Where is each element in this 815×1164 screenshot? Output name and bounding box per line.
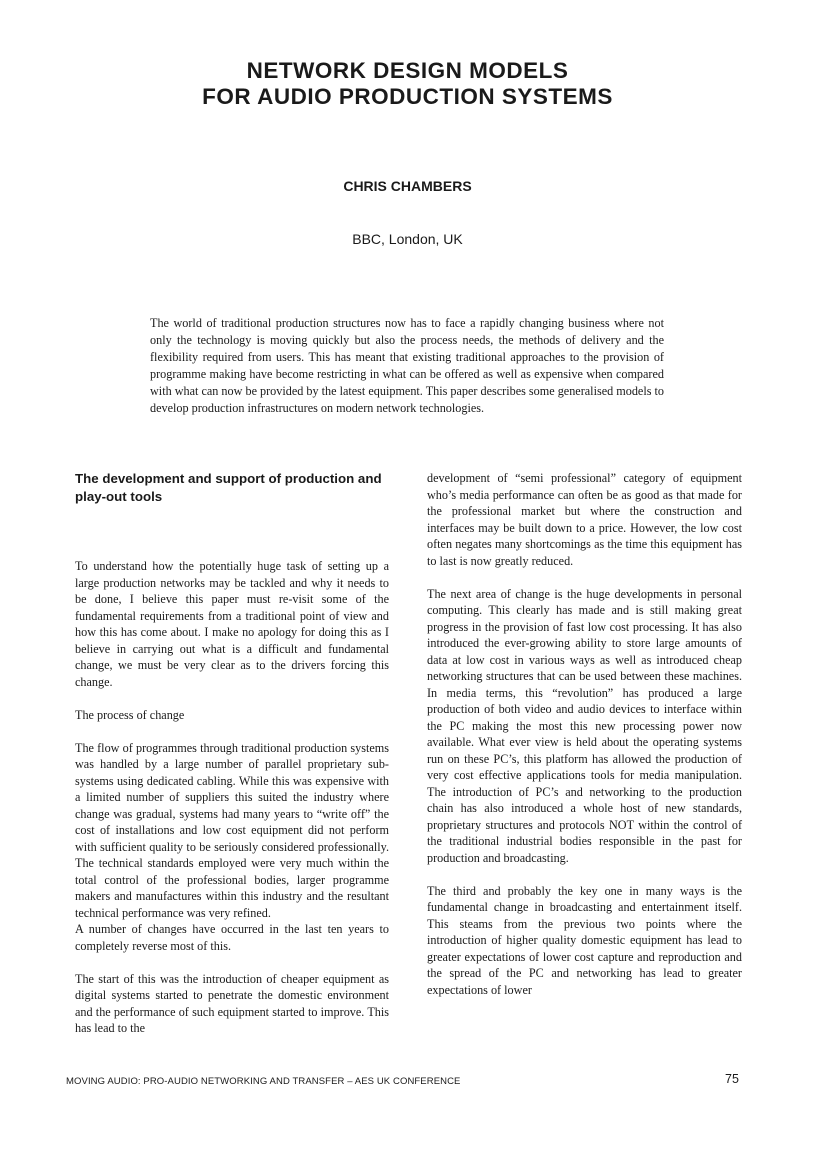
left-column [75, 470, 389, 1037]
paragraph-2: The flow of programmes through traditional production systems was handled by a large number of parallel proprietary sub-systems using dedicated cabling. While this was expensive with a limited number of suppliers this suited the industry where change was gradual, systems had many years to “write off” the cost of installations and low cost equipment did not perform with sufficient quality to be seriously considered professionally. The technical standards employed were very much within the total control of the professional bodies, larger programme makers and manufactures within this industry and the resultant technical performance was very refined. [75, 740, 389, 920]
abstract: The world of traditional production structures now has to face a rapidly changing business where not only the technology is moving quickly but also the process needs, the methods of delivery and the flexibility required from users. This has meant that existing traditional approaches to the provision of programme making have become restricting in what can be offered as well as expensive when compared with what can now be provided by the latest equipment. This paper describes some generalised models to develop production infrastructures on modern network technologies. [150, 316, 664, 415]
author-affiliation: BBC, London, UK [352, 231, 463, 247]
paragraph-6: The third and probably the key one in many ways is the fundamental change in broadcasting and entertainment itself. This steams from the previous two points where the introduction of higher quality domestic equipment has lead to greater expectations of lower cost capture and reproduction and the spread of the PC and networking has lead to greater expectations of lower [427, 883, 742, 997]
paper-title [0, 58, 815, 110]
paragraph-1: To understand how the potentially huge task of setting up a large production networks may be tackled and why it needs to be done, I believe this paper must re-visit some of the fundamental requirements from a traditional point of view and how this has come about. I make no apology for doing this as I believe in carrying out what is a difficult and fundamental change, we must be very clear as to the drivers forcing this change. [75, 559, 389, 689]
right-column [427, 470, 742, 998]
paragraph-4-continued: development of “semi professional” category of equipment who’s media performance can often be as good as that made for the professional market but where the construction and interfaces may be built down to a price. However, the low cost often negates many shortcomings as the time this equipment has to last is now greatly reduced. [427, 471, 742, 568]
subsection-heading: The process of change [75, 707, 185, 722]
paragraph-4: The start of this was the introduction of cheaper equipment as digital systems started to penetrate the domestic environment and the performance of such equipment started to improve. This has lead to the [75, 971, 389, 1035]
paragraph-5: The next area of change is the huge developments in personal computing. This clearly has made and is still making great progress in the provision of fast low cost processing. It has also introduced the ever-growing ability to store large amounts of data at low cost in various ways as well as introduced cheap networking structures that can be used between these machines. In media terms, this “revolution” has produced a large production of both video and audio devices to interface within the PC making the most this new processing power now available. What ever view is held about the operating systems run on these PC’s, this platform has allowed the production of very cost effective applications tools for media manipulation. The introduction of PC’s and networking to the production chain has also introduced a whole host of new standards, proprietary structures and protocols NOT within the control of the traditional industrial bodies responsible in the past for production and broadcasting. [427, 586, 742, 865]
title-line-2: FOR AUDIO PRODUCTION SYSTEMS [202, 84, 613, 109]
page-number: 75 [725, 1072, 739, 1086]
conference-footer: MOVING AUDIO: PRO-AUDIO NETWORKING AND TRANSFER – AES UK CONFERENCE [66, 1076, 461, 1087]
section-heading: The development and support of production and play-out tools [75, 471, 382, 504]
paragraph-3: A number of changes have occurred in the last ten years to completely reverse most of this. [75, 922, 389, 953]
title-line-1: NETWORK DESIGN MODELS [246, 58, 569, 83]
author-name: CHRIS CHAMBERS [343, 178, 472, 194]
